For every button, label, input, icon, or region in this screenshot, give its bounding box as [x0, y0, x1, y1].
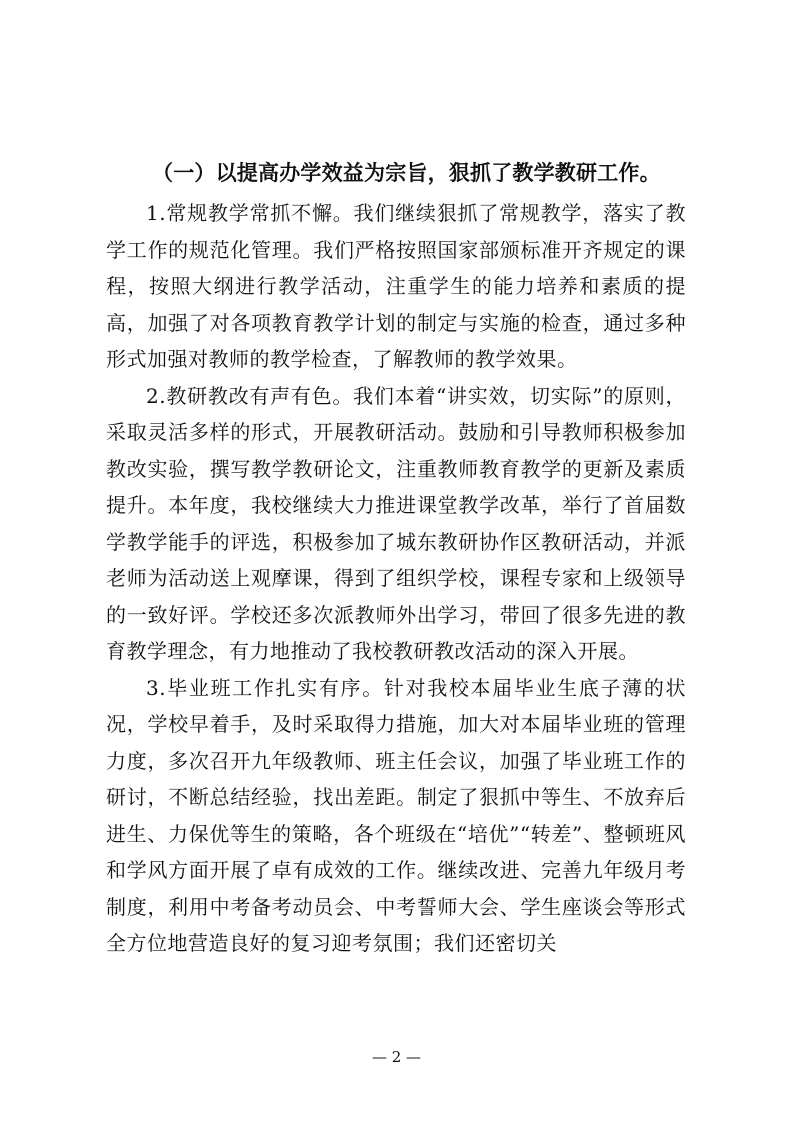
paragraph-teaching-research: 2.教研教改有声有色。我们本着“讲实效，切实际”的原则，采取灵活多样的形式，开展教研活动。鼓励和引导教师积极参加教改实验，撰写教学教研论文，注重教师教育教学的更新及素质提升。本年度，我校继续大力推进课堂教学改革，举行了首届数学教学能手的评选，积极参加了城东教研协作区教研活动，并派老师为活动送上观摩课，得到了组织学校，课程专家和上级领导的一致好评。学校还多次派教师外出学习，带回了很多先进的教育教学理念，有力地推动了我校教研教改活动的深入开展。 [106, 383, 686, 663]
section-heading: （一）以提高办学效益为宗旨，狠抓了教学教研工作。 [152, 160, 661, 185]
page-number: — 2 — [371, 1048, 422, 1066]
paragraph-graduating-class: 3.毕业班工作扎实有序。针对我校本届毕业生底子薄的状况，学校早着手，及时采取得力措施，加大对本届毕业班的管理力度，多次召开九年级教师、班主任会议，加强了毕业班工作的研讨，不断总结经验，找出差距。制定了狠抓中等生、不放弃后进生、力保优等生的策略，各个班级在“培优”“转差”、整顿班风和学风方面开展了卓有成效的工作。继续改进、完善九年级月考制度，利用中考备考动员会、中考誓师大会、学生座谈会等形式全方位地营造良好的复习迎考氛围；我们还密切关 [106, 675, 686, 955]
document-body [106, 195, 686, 962]
paragraph-routine-teaching: 1.常规教学常抓不懈。我们继续狠抓了常规教学，落实了教学工作的规范化管理。我们严格按照国家部颁标准开齐规定的课程，按照大纲进行教学活动，注重学生的能力培养和素质的提高，加强了对各项教育教学计划的制定与实施的检查，通过多种形式加强对教师的教学检查，了解教师的教学效果。 [106, 201, 686, 371]
